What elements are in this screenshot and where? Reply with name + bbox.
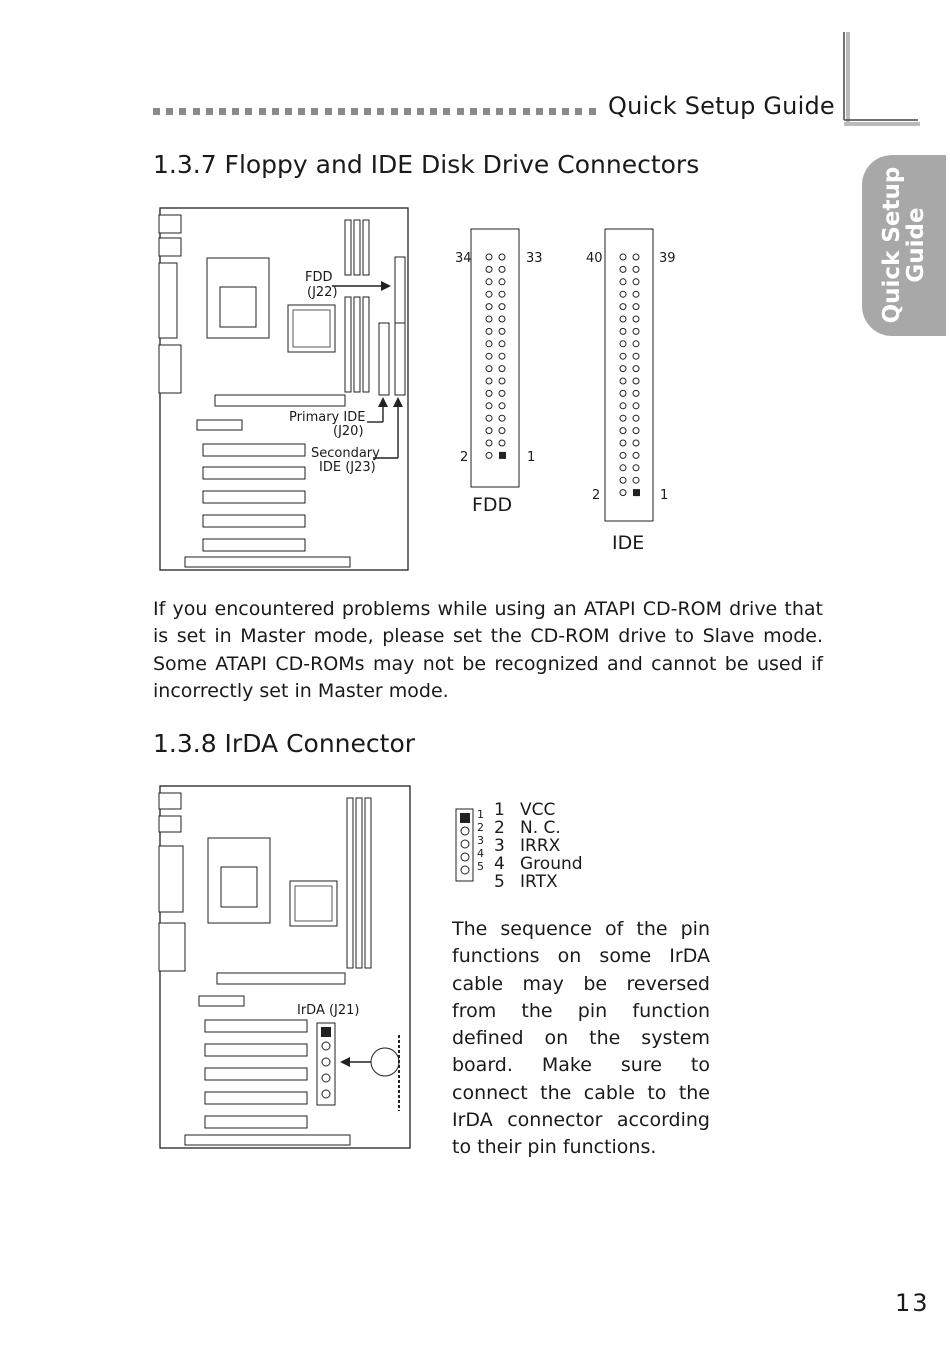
header-dot	[496, 108, 503, 115]
irda-pin-number: 3	[477, 834, 484, 847]
connector-pin	[620, 266, 626, 272]
pin-number: 2	[494, 818, 505, 838]
primary-ide-board-ref: (J20)	[333, 424, 364, 439]
ide-pin-39: 39	[659, 251, 676, 266]
header-dot	[351, 108, 358, 115]
pin-function: IRTX	[520, 872, 558, 892]
fdd-pin-1: 1	[527, 450, 536, 465]
primary-ide-board-label: Primary IDE	[289, 410, 366, 425]
header-dot	[232, 108, 239, 115]
fdd-pin-34: 34	[455, 251, 472, 266]
connector-pin	[620, 341, 626, 347]
header-dot	[470, 108, 477, 115]
side-tab	[862, 155, 946, 336]
connector-pin	[633, 452, 639, 458]
fdd-board-ref: (J22)	[307, 285, 338, 300]
connector-pin	[620, 477, 626, 483]
header-dot-rule	[153, 108, 598, 118]
connector-pin	[633, 403, 639, 409]
connector-pin	[633, 304, 639, 310]
connector-pin	[633, 465, 639, 471]
header-dot	[325, 108, 332, 115]
connector-pin-1	[499, 452, 506, 459]
connector-pin	[486, 304, 492, 310]
connector-pin	[620, 304, 626, 310]
connector-outline	[471, 229, 519, 487]
connector-pin	[486, 266, 492, 272]
header-dot	[193, 108, 200, 115]
connector-pin	[633, 440, 639, 446]
fdd-pin-diagram	[470, 228, 522, 488]
board-diagram-irda	[155, 783, 415, 1151]
pin-function: Ground	[520, 854, 583, 874]
page-number: 13	[895, 1289, 930, 1317]
header-dot	[509, 108, 516, 115]
irda-pin-table	[494, 801, 583, 891]
header-dot	[536, 108, 543, 115]
header-dot	[245, 108, 252, 115]
header-dot	[179, 108, 186, 115]
connector-pin	[620, 254, 626, 260]
fdd-diagram-label: FDD	[472, 494, 513, 516]
connector-pin	[620, 428, 626, 434]
ide-pin-2: 2	[592, 488, 601, 503]
header-dot	[523, 108, 530, 115]
connector-pin	[620, 378, 626, 384]
connector-pin	[499, 266, 505, 272]
irda-pin-diagram	[455, 808, 477, 882]
connector-pin	[620, 465, 626, 471]
connector-pin	[499, 291, 505, 297]
irda-board-label: IrDA (J21)	[297, 1003, 360, 1018]
connector-pin	[620, 328, 626, 334]
irda-pin-number-column	[477, 808, 484, 873]
connector-pin	[633, 366, 639, 372]
connector-pin	[499, 353, 505, 359]
connector-pin	[633, 353, 639, 359]
fdd-pin-33: 33	[526, 251, 543, 266]
connector-pin	[633, 390, 639, 396]
ide-diagram-label: IDE	[612, 532, 645, 554]
connector-pin	[620, 415, 626, 421]
header-dot	[417, 108, 424, 115]
header-title: Quick Setup Guide	[608, 92, 835, 120]
connector-pin	[499, 415, 505, 421]
connector-pin	[499, 304, 505, 310]
connector-pin	[486, 254, 492, 260]
connector-pin	[486, 390, 492, 396]
header-dot	[377, 108, 384, 115]
connector-pin	[499, 279, 505, 285]
header-dot	[153, 108, 160, 115]
secondary-ide-board-ref: IDE (J23)	[319, 460, 376, 475]
connector-pin	[499, 328, 505, 334]
header-dot	[589, 108, 596, 115]
header-dot	[549, 108, 556, 115]
connector-pin	[486, 291, 492, 297]
side-tab-line1: Quick Setup	[879, 166, 905, 324]
header-dot	[206, 108, 213, 115]
connector-pin	[499, 341, 505, 347]
connector-pin	[620, 452, 626, 458]
pin-function: VCC	[520, 800, 556, 820]
connector-pin	[486, 279, 492, 285]
connector-pin	[486, 378, 492, 384]
connector-pin	[620, 490, 626, 496]
pin-number: 1	[494, 800, 505, 820]
irda-pin-row	[494, 801, 583, 819]
connector-pin	[633, 428, 639, 434]
connector-pin	[620, 366, 626, 372]
irda-pin-number: 5	[477, 860, 484, 873]
connector-pin	[620, 403, 626, 409]
irda-note-paragraph: The sequence of the pin functions on some IrDA cable may be reversed from the pin function defined on the system board. Make sure to connect the cable to the IrDA connector according to their pin functions.	[452, 918, 710, 1159]
connector-pin	[633, 279, 639, 285]
secondary-ide-board-label: Secondary	[311, 446, 380, 461]
pin-function: N. C.	[520, 818, 561, 838]
irda-pin-row	[494, 819, 583, 837]
connector-pin	[620, 440, 626, 446]
connector-pin	[499, 390, 505, 396]
header-dot	[338, 108, 345, 115]
connector-pin	[486, 328, 492, 334]
header-dot	[298, 108, 305, 115]
header-dot	[364, 108, 371, 115]
board-diagram-fdd-ide	[155, 205, 415, 575]
connector-pin	[633, 415, 639, 421]
header-dot	[443, 108, 450, 115]
connector-pin	[633, 341, 639, 347]
connector-pin-1	[633, 489, 640, 496]
connector-pin	[620, 291, 626, 297]
section-title-irda: 1.3.8 IrDA Connector	[153, 729, 416, 758]
side-tab-line2: Guide	[903, 207, 929, 283]
pin-number: 4	[494, 854, 505, 874]
pin-function: IRRX	[520, 836, 561, 856]
connector-pin	[486, 440, 492, 446]
header-dot	[575, 108, 582, 115]
irda-pin-row	[494, 855, 583, 873]
header-dot	[272, 108, 279, 115]
connector-pin	[633, 291, 639, 297]
connector-pin	[633, 254, 639, 260]
ide-pin-diagram	[604, 228, 656, 522]
connector-pin	[486, 403, 492, 409]
connector-pin	[620, 390, 626, 396]
connector-pin	[486, 316, 492, 322]
fdd-board-label: FDD	[305, 270, 333, 285]
pin-number: 5	[494, 872, 505, 892]
connector-outline	[605, 229, 653, 521]
irda-pin-number: 4	[477, 847, 484, 860]
header-dot	[391, 108, 398, 115]
irda-pin-number: 2	[477, 821, 484, 834]
connector-pin	[620, 279, 626, 285]
connector-pin	[620, 316, 626, 322]
irda-pin-number: 1	[477, 808, 484, 821]
header-dot	[562, 108, 569, 115]
header-dot	[404, 108, 411, 115]
connector-pin	[633, 378, 639, 384]
section-title-floppy-ide: 1.3.7 Floppy and IDE Disk Drive Connectors	[153, 150, 700, 179]
connector-pin	[633, 316, 639, 322]
cdrom-note-paragraph: If you encountered problems while using an ATAPI CD-ROM drive that is set in Master mode, please set the CD-ROM drive to Slave mode. Some ATAPI CD-ROMs may not be recognized and cannot be used if incorrectly set in Master mode.	[153, 598, 823, 702]
connector-pin	[486, 452, 492, 458]
connector-pin	[486, 428, 492, 434]
connector-pin	[633, 477, 639, 483]
connector-pin	[499, 378, 505, 384]
header-dot	[311, 108, 318, 115]
connector-pin	[486, 341, 492, 347]
connector-pin	[499, 428, 505, 434]
connector-pin	[633, 328, 639, 334]
connector-pin	[499, 254, 505, 260]
corner-mark	[840, 30, 930, 130]
side-tab-text	[880, 167, 928, 324]
connector-pin	[486, 366, 492, 372]
header-dot	[219, 108, 226, 115]
fdd-pin-2: 2	[460, 450, 469, 465]
connector-pin	[499, 440, 505, 446]
connector-pin	[499, 316, 505, 322]
header-dot	[166, 108, 173, 115]
irda-pin-row	[494, 873, 583, 891]
connector-pin	[633, 266, 639, 272]
irda-pin-row	[494, 837, 583, 855]
header-dot	[259, 108, 266, 115]
connector-pin	[486, 353, 492, 359]
ide-pin-40: 40	[586, 251, 603, 266]
connector-pin	[620, 353, 626, 359]
header-dot	[430, 108, 437, 115]
ide-pin-1: 1	[660, 488, 669, 503]
header-dot	[457, 108, 464, 115]
header-dot	[285, 108, 292, 115]
connector-pin	[499, 403, 505, 409]
header-dot	[483, 108, 490, 115]
connector-pin	[499, 366, 505, 372]
connector-pin	[486, 415, 492, 421]
pin-number: 3	[494, 836, 505, 856]
